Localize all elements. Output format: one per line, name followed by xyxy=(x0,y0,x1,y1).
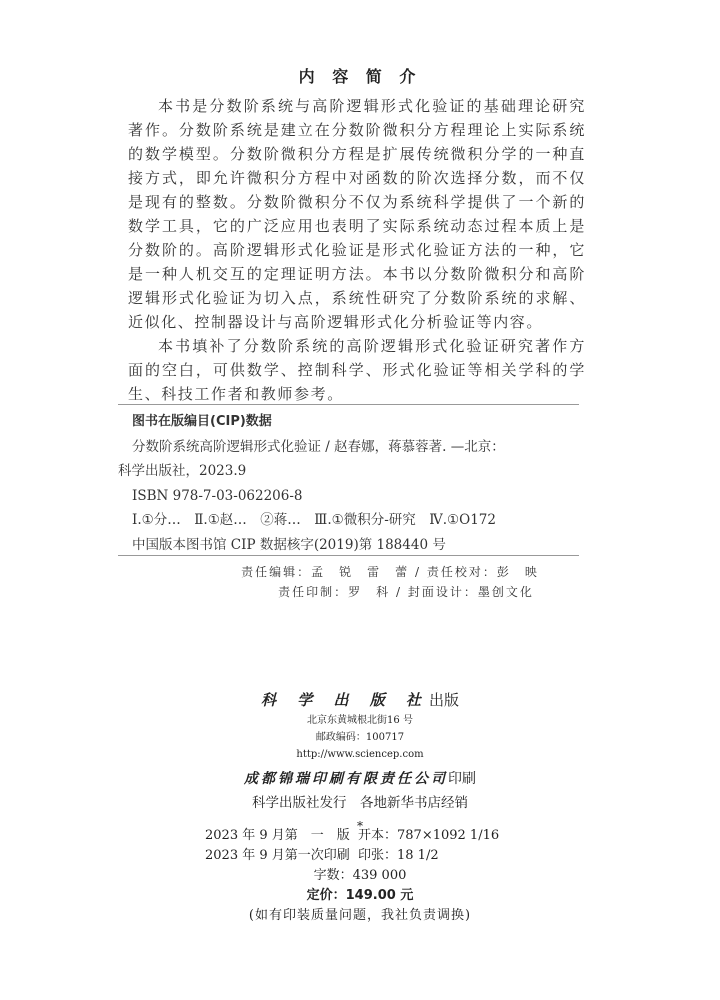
separator-asterisk: * xyxy=(357,819,363,833)
specs-row-edition xyxy=(0,826,720,846)
quality-note: (如有印装质量问题，我社负责调换) xyxy=(248,908,472,923)
cip-isbn: ISBN 978-7-03-062206-8 xyxy=(132,487,303,504)
printer-line xyxy=(0,767,720,791)
cip-approval-number: 中国版本图书馆 CIP 数据核字(2019)第 188440 号 xyxy=(132,536,446,553)
summary-paragraph-2: 本书填补了分数阶系统的高阶逻辑形式化验证研究著作方面的空白，可供数学、控制科学、形式化验证等相关学科的学生、科技工作者和教师参考。 xyxy=(128,337,586,403)
content-summary xyxy=(128,94,586,406)
format-info: 开本：787×1092 1/16 xyxy=(358,828,500,843)
print-specs xyxy=(0,826,720,926)
publisher-block xyxy=(0,688,720,833)
cip-top-divider xyxy=(118,404,579,405)
publisher-name-suffix: 出版 xyxy=(428,691,459,709)
cip-bottom-divider xyxy=(118,555,579,556)
specs-row-printing xyxy=(0,846,720,866)
edition-info: 2023 年 9 月第 一 版 xyxy=(205,828,350,843)
cip-title-line: 分数阶系统高阶逻辑形式化验证 / 赵春娜，蒋慕蓉著. —北京： xyxy=(132,438,505,455)
summary-paragraph-1: 本书是分数阶系统与高阶逻辑形式化验证的基础理论研究著作。分数阶系统是建立在分数阶微积分方程理论上实际系统的数学模型。分数阶微积分方程是扩展传统微积分学的一种直接方式，即允许微积分方程中对函数的阶次选择分数，而不仅是现有的整数。分数阶微积分不仅为系统科学提供了一个新的数学工具，它的广泛应用也表明了实际系统动态过程本质上是分数阶的。高阶逻辑形式化验证是形式化验证方法的一种，它是一种人机交互的定理证明方法。本书以分数阶微积分和高阶逻辑形式化验证为切入点，系统性研究了分数阶系统的求解、近似化、控制器设计与高阶逻辑形式化分析验证等内容。 xyxy=(128,97,586,331)
printer-name: 成都锦瑞印刷有限责任公司 xyxy=(244,771,448,787)
publisher-address: 北京东黄城根北街16 号 xyxy=(307,715,413,726)
credits-production: 责任印制：罗 科 / 封面设计：墨创文化 xyxy=(278,585,534,599)
cip-classification: Ⅰ.①分… Ⅱ.①赵… ②蒋… Ⅲ.①微积分-研究 Ⅳ.①O172 xyxy=(132,512,496,528)
publisher-website: http://www.sciencep.com xyxy=(296,749,424,760)
word-count: 字数：439 000 xyxy=(313,868,407,883)
editorial-credits xyxy=(0,562,720,602)
printer-suffix: 印刷 xyxy=(448,771,476,787)
credits-editors: 责任编辑：孟 锐 雷 蕾 / 责任校对：彭 映 xyxy=(241,565,539,579)
publisher-name: 科 学 出 版 社 xyxy=(261,691,429,709)
publisher-postcode: 邮政编码：100717 xyxy=(315,732,405,743)
cip-heading: 图书在版编目(CIP)数据 xyxy=(132,414,272,429)
sheets-info: 印张：18 1/2 xyxy=(358,848,439,863)
page-title: 内 容 简 介 xyxy=(298,67,422,86)
distribution-line: 科学出版社发行 各地新华书店经销 xyxy=(252,795,468,811)
cip-data-block xyxy=(118,410,588,557)
cip-publisher-line: 科学出版社，2023.9 xyxy=(118,463,247,479)
publisher-name-line xyxy=(0,688,720,712)
printing-info: 2023 年 9 月第一次印刷 xyxy=(205,848,350,863)
price: 定价：149.00 元 xyxy=(306,888,414,903)
